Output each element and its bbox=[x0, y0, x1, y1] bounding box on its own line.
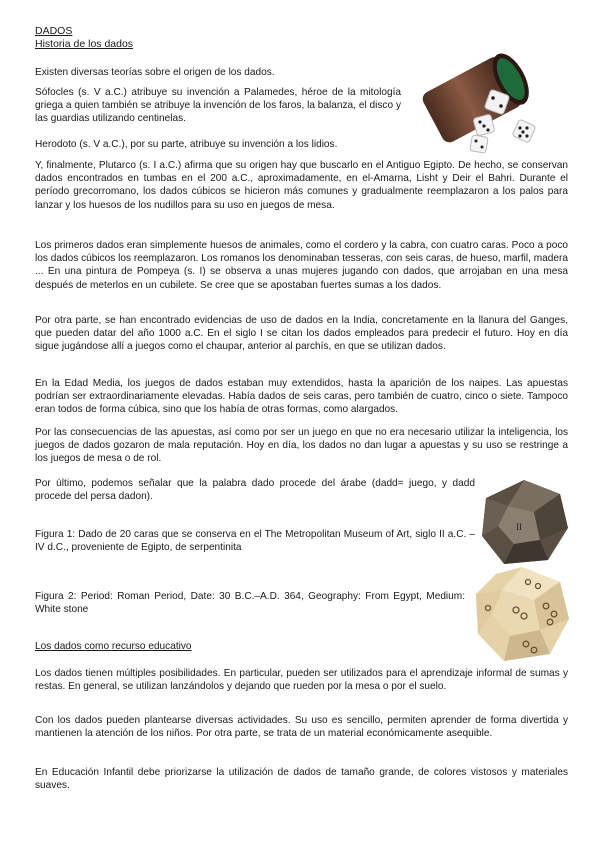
white-stone-die-image bbox=[472, 564, 572, 664]
dice-cup-image bbox=[415, 52, 565, 158]
figure-1-caption: Figura 1: Dado de 20 caras que se conserva en el The Metropolitan Museum of Art, siglo II a.C. – IV d.C., proveniente de Egipto, de serpentinita bbox=[35, 529, 475, 554]
figure-2-caption: Figura 2: Period: Roman Period, Date: 30 B.C.–A.D. 364, Geography: From Egypt, Medium: White stone bbox=[35, 591, 465, 616]
paragraph-sofocles: Sófocles (s. V a.C.) atribuye su invención a Palamedes, héroe de la mitología griega a quien también se atribuye la invención de los faros, la balanza, el disco y las guardias utilizando centinelas. bbox=[35, 87, 401, 125]
paragraph-possibilities: Los dados tienen múltiples posibilidades. En particular, pueden ser utilizados para el aprendizaje informal de sumas y restas. En general, se utilizan lanzándolos y dejando que rueden por la mesa o por el suelo. bbox=[35, 668, 568, 693]
paragraph-reputation: Por las consecuencias de las apuestas, así como por ser un juego en que no era necesario utilizar la inteligencia, los juegos de dados gozaron de mala reputación. Hoy en día, los dados no dan lugar a apuestas y su uso se restringe a los juegos de mesa o de rol. bbox=[35, 427, 568, 465]
section-heading-history: Historia de los dados bbox=[35, 38, 134, 50]
paragraph-infantil: En Educación Infantil debe priorizarse la utilización de dados de tamaño grande, de colores vistosos y materiales suaves. bbox=[35, 767, 568, 792]
paragraph-activities: Con los dados pueden plantearse diversas actividades. Su uso es sencillo, permiten aprender de forma divertida y mantienen la atención de los niños. Por otra parte, se trata de un material económicamente asequible. bbox=[35, 715, 568, 740]
section-heading-education: Los dados como recurso educativo bbox=[35, 641, 192, 652]
twenty-sided-die-image bbox=[478, 478, 570, 566]
paragraph-intro: Existen diversas teorías sobre el origen de los dados. bbox=[35, 67, 275, 78]
svg-text:II: II bbox=[516, 522, 522, 532]
paragraph-plutarco: Y, finalmente, Plutarco (s. I a.C.) afirma que su origen hay que buscarlo en el Antiguo Egipto. De hecho, se conservan dados encontrados en tumbas en el 200 a.C., aproximadamente, en el-Amarna, Lisht y Deir el Bahri. Durante el período grecorromano, los dados cúbicos se hicieron más comunes y gradualmente reemplazaron a los palos para lanzar y los huesos de los nudillos para su uso en juegos de mesa. bbox=[35, 160, 568, 211]
paragraph-middle-ages: En la Edad Media, los juegos de dados estaban muy extendidos, hasta la aparición de los naipes. Las apuestas podrían ser extraordinariamente elevadas. Había dados de seis caras, pero también de cuatro, cinco o siete. Tampoco eran todos de forma cúbica, sino que los había de otras formas, como alargados. bbox=[35, 378, 568, 416]
paragraph-herodoto: Herodoto (s. V a.C.), por su parte, atribuye su invención a los lidios. bbox=[35, 139, 338, 150]
paragraph-first-dice: Los primeros dados eran simplemente huesos de animales, como el cordero y la cabra, con cuatro caras. Poco a poco los dados cúbicos los reemplazaron. Los romanos los denominaban tesseras, con seis caras, de hueso, marfil, madera ... En una pintura de Pompeya (s. I) se observa a unas mujeres jugando con dados, que arrojaban en una mesa después de meterlos en un cubilete. Se cree que se apostaban fuertes sumas a los dados. bbox=[35, 240, 568, 291]
document-title: DADOS bbox=[35, 25, 73, 37]
paragraph-etymology: Por último, podemos señalar que la palabra dado procede del árabe (dadd= juego, y dadd procede del persa dadon). bbox=[35, 478, 475, 503]
paragraph-india: Por otra parte, se han encontrado evidencias de uso de dados en la India, concretamente en la llanura del Ganges, que pueden datar del año 1000 a.C. En el siglo I se citan los dados empleados para predecir el futuro. Hoy en día sigue jugándose allí a juegos como el chaupar, anterior al parchís, en que se utilizan dados. bbox=[35, 315, 568, 353]
